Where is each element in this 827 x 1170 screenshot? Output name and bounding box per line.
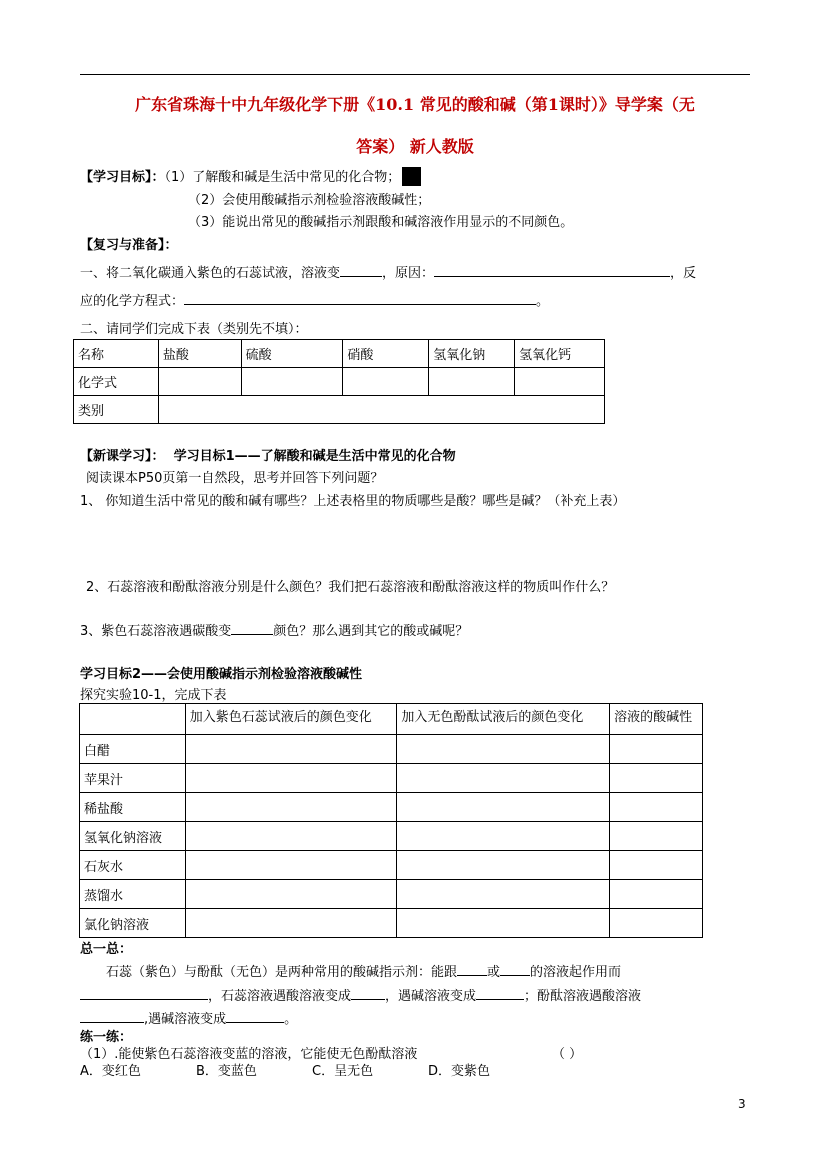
doc-title-line2: 答案） 新人教版 — [356, 137, 474, 156]
table-cell[interactable] — [610, 880, 703, 909]
table-row — [80, 704, 703, 735]
objective-1: （1）了解酸和碱是生活中常见的化合物； — [164, 170, 401, 185]
table-row — [74, 396, 605, 424]
option-a[interactable]: A．变红色 — [80, 1064, 141, 1079]
blank — [231, 622, 273, 635]
table-row — [80, 735, 703, 764]
table-cell[interactable] — [185, 764, 397, 793]
goal1-title: 学习目标1——了解酸和碱是生活中常见的化合物 — [173, 449, 456, 464]
review-q1-text-e: 。 — [536, 294, 550, 309]
objectives-label: 【学习目标】： — [80, 170, 165, 185]
table-cell[interactable] — [397, 735, 610, 764]
row-label: 蒸馏水 — [80, 880, 186, 909]
table-header-cell: 加入无色酚酞试液后的颜色变化 — [397, 704, 610, 735]
blank — [340, 264, 382, 277]
row-label: 石灰水 — [80, 851, 186, 880]
table-row — [80, 793, 703, 822]
page-number: 3 — [738, 1097, 746, 1111]
table-header-cell: 溶液的酸碱性 — [610, 704, 703, 735]
summary-line1 — [106, 961, 621, 980]
table-cell[interactable] — [610, 793, 703, 822]
lesson-q1: 1、 你知道生活中常见的酸和碱有哪些？上述表格里的物质哪些是酸？哪些是碱？（补充上表） — [80, 494, 626, 509]
table-row — [74, 340, 605, 368]
table-cell[interactable] — [241, 368, 343, 396]
black-box-mark — [402, 167, 421, 186]
summary-text: 。 — [284, 1012, 298, 1027]
table-cell[interactable] — [397, 764, 610, 793]
row-label: 化学式 — [74, 368, 159, 396]
lesson-q3 — [80, 620, 468, 639]
table-cell[interactable] — [397, 909, 610, 938]
summary-text: 的溶液起作用而 — [530, 965, 622, 980]
option-b[interactable]: B．变蓝色 — [196, 1064, 257, 1079]
option-d[interactable]: D．变紫色 — [428, 1064, 491, 1079]
table-cell[interactable] — [185, 851, 397, 880]
blank — [184, 292, 536, 305]
table-header-cell: 盐酸 — [158, 340, 241, 368]
table-cell[interactable] — [185, 909, 397, 938]
table-header-cell: 氢氧化钠 — [429, 340, 515, 368]
option-c[interactable]: C．呈无色 — [312, 1064, 374, 1079]
table-cell[interactable] — [185, 880, 397, 909]
table-cell[interactable] — [397, 851, 610, 880]
goal2-title: 学习目标2——会使用酸碱指示剂检验溶液酸碱性 — [80, 667, 363, 682]
row-label: 氢氧化钠溶液 — [80, 822, 186, 851]
indicator-table — [79, 703, 703, 938]
blank — [500, 963, 530, 976]
table-cell[interactable] — [610, 851, 703, 880]
table-header-cell: 加入紫色石蕊试液后的颜色变化 — [185, 704, 397, 735]
row-label: 白醋 — [80, 735, 186, 764]
header-rule — [80, 74, 750, 75]
table-row — [80, 880, 703, 909]
objective-3: （3）能说出常见的酸碱指示剂跟酸和碱溶液作用显示的不同颜色。 — [188, 215, 574, 230]
review-q1-text-a: 一、将二氧化碳通入紫色的石蕊试液，溶液变 — [80, 266, 341, 281]
lesson-q3-text-b: 颜色？那么遇到其它的酸或碱呢？ — [273, 624, 469, 639]
review-q1-text-d: 应的化学方程式： — [80, 294, 185, 309]
summary-text: ；酚酞溶液遇酸溶液 — [524, 989, 642, 1004]
row-label: 氯化钠溶液 — [80, 909, 186, 938]
blank — [457, 963, 487, 976]
reading-instruction: 阅读课本P50页第一自然段，思考并回答下列问题？ — [86, 471, 384, 486]
summary-line2 — [80, 985, 641, 1004]
objective-2: （2）会使用酸碱指示剂检验溶液酸碱性； — [188, 193, 431, 208]
practice-label: 练一练： — [80, 1030, 133, 1045]
table-row — [80, 851, 703, 880]
table-header-cell: 硝酸 — [343, 340, 429, 368]
table-cell[interactable] — [610, 735, 703, 764]
blank — [434, 264, 670, 277]
blank — [351, 987, 385, 1000]
review-q1-line2 — [80, 290, 549, 309]
answer-paren[interactable]: （ ） — [552, 1047, 583, 1062]
table-cell[interactable] — [158, 396, 604, 424]
blank — [80, 1010, 144, 1023]
practice-q1: （1）.能使紫色石蕊溶液变蓝的溶液，它能使无色酚酞溶液 — [80, 1047, 418, 1062]
goal2-intro: 探究实验10-1，完成下表 — [80, 688, 227, 703]
table-cell[interactable] — [429, 368, 515, 396]
summary-text: ,遇碱溶液变成 — [144, 1012, 227, 1027]
row-label: 类别 — [74, 396, 159, 424]
table-cell[interactable] — [610, 764, 703, 793]
table-cell[interactable] — [610, 909, 703, 938]
new-lesson-label: 【新课学习】： — [80, 449, 165, 464]
review-q1-line1 — [80, 262, 696, 281]
table-row — [80, 764, 703, 793]
summary-line3 — [80, 1008, 297, 1027]
table-cell[interactable] — [158, 368, 241, 396]
table-cell[interactable] — [397, 822, 610, 851]
table-cell[interactable] — [185, 822, 397, 851]
table-cell[interactable] — [515, 368, 605, 396]
table-cell[interactable] — [185, 735, 397, 764]
table-cell[interactable] — [185, 793, 397, 822]
table-header-cell — [80, 704, 186, 735]
blank — [80, 987, 208, 1000]
lesson-q2: 2、石蕊溶液和酚酞溶液分别是什么颜色？我们把石蕊溶液和酚酞溶液这样的物质叫作什么？ — [86, 580, 615, 595]
table-header-cell: 氢氧化钙 — [515, 340, 605, 368]
summary-text: 石蕊（紫色）与酚酞（无色）是两种常用的酸碱指示剂：能跟 — [106, 965, 458, 980]
table-cell[interactable] — [343, 368, 429, 396]
lesson-q3-text-a: 3、紫色石蕊溶液遇碳酸变 — [80, 624, 232, 639]
blank — [476, 987, 524, 1000]
substance-table — [73, 339, 605, 424]
row-label: 稀盐酸 — [80, 793, 186, 822]
summary-text: ，遇碱溶液变成 — [385, 989, 477, 1004]
table-row — [80, 909, 703, 938]
review-label: 【复习与准备】： — [80, 238, 178, 253]
blank — [226, 1010, 284, 1023]
table-cell[interactable] — [610, 822, 703, 851]
table-cell[interactable] — [397, 880, 610, 909]
review-q1-text-c: ，反 — [670, 266, 697, 281]
review-q1-text-b: ，原因： — [382, 266, 435, 281]
table-row — [80, 822, 703, 851]
summary-text: 或 — [487, 965, 501, 980]
summary-text: ，石蕊溶液遇酸溶液变成 — [208, 989, 352, 1004]
doc-title-line1: 广东省珠海十中九年级化学下册《10.1 常见的酸和碱（第1课时）》导学案（无 — [135, 95, 695, 114]
review-q2: 二、请同学们完成下表（类别先不填）： — [80, 322, 308, 337]
row-label: 苹果汁 — [80, 764, 186, 793]
table-header-cell: 名称 — [74, 340, 159, 368]
table-cell[interactable] — [397, 793, 610, 822]
new-lesson-heading — [80, 445, 456, 464]
summary-label: 总一总： — [80, 942, 133, 957]
table-header-cell: 硫酸 — [241, 340, 343, 368]
objectives — [80, 166, 421, 186]
table-row — [74, 368, 605, 396]
